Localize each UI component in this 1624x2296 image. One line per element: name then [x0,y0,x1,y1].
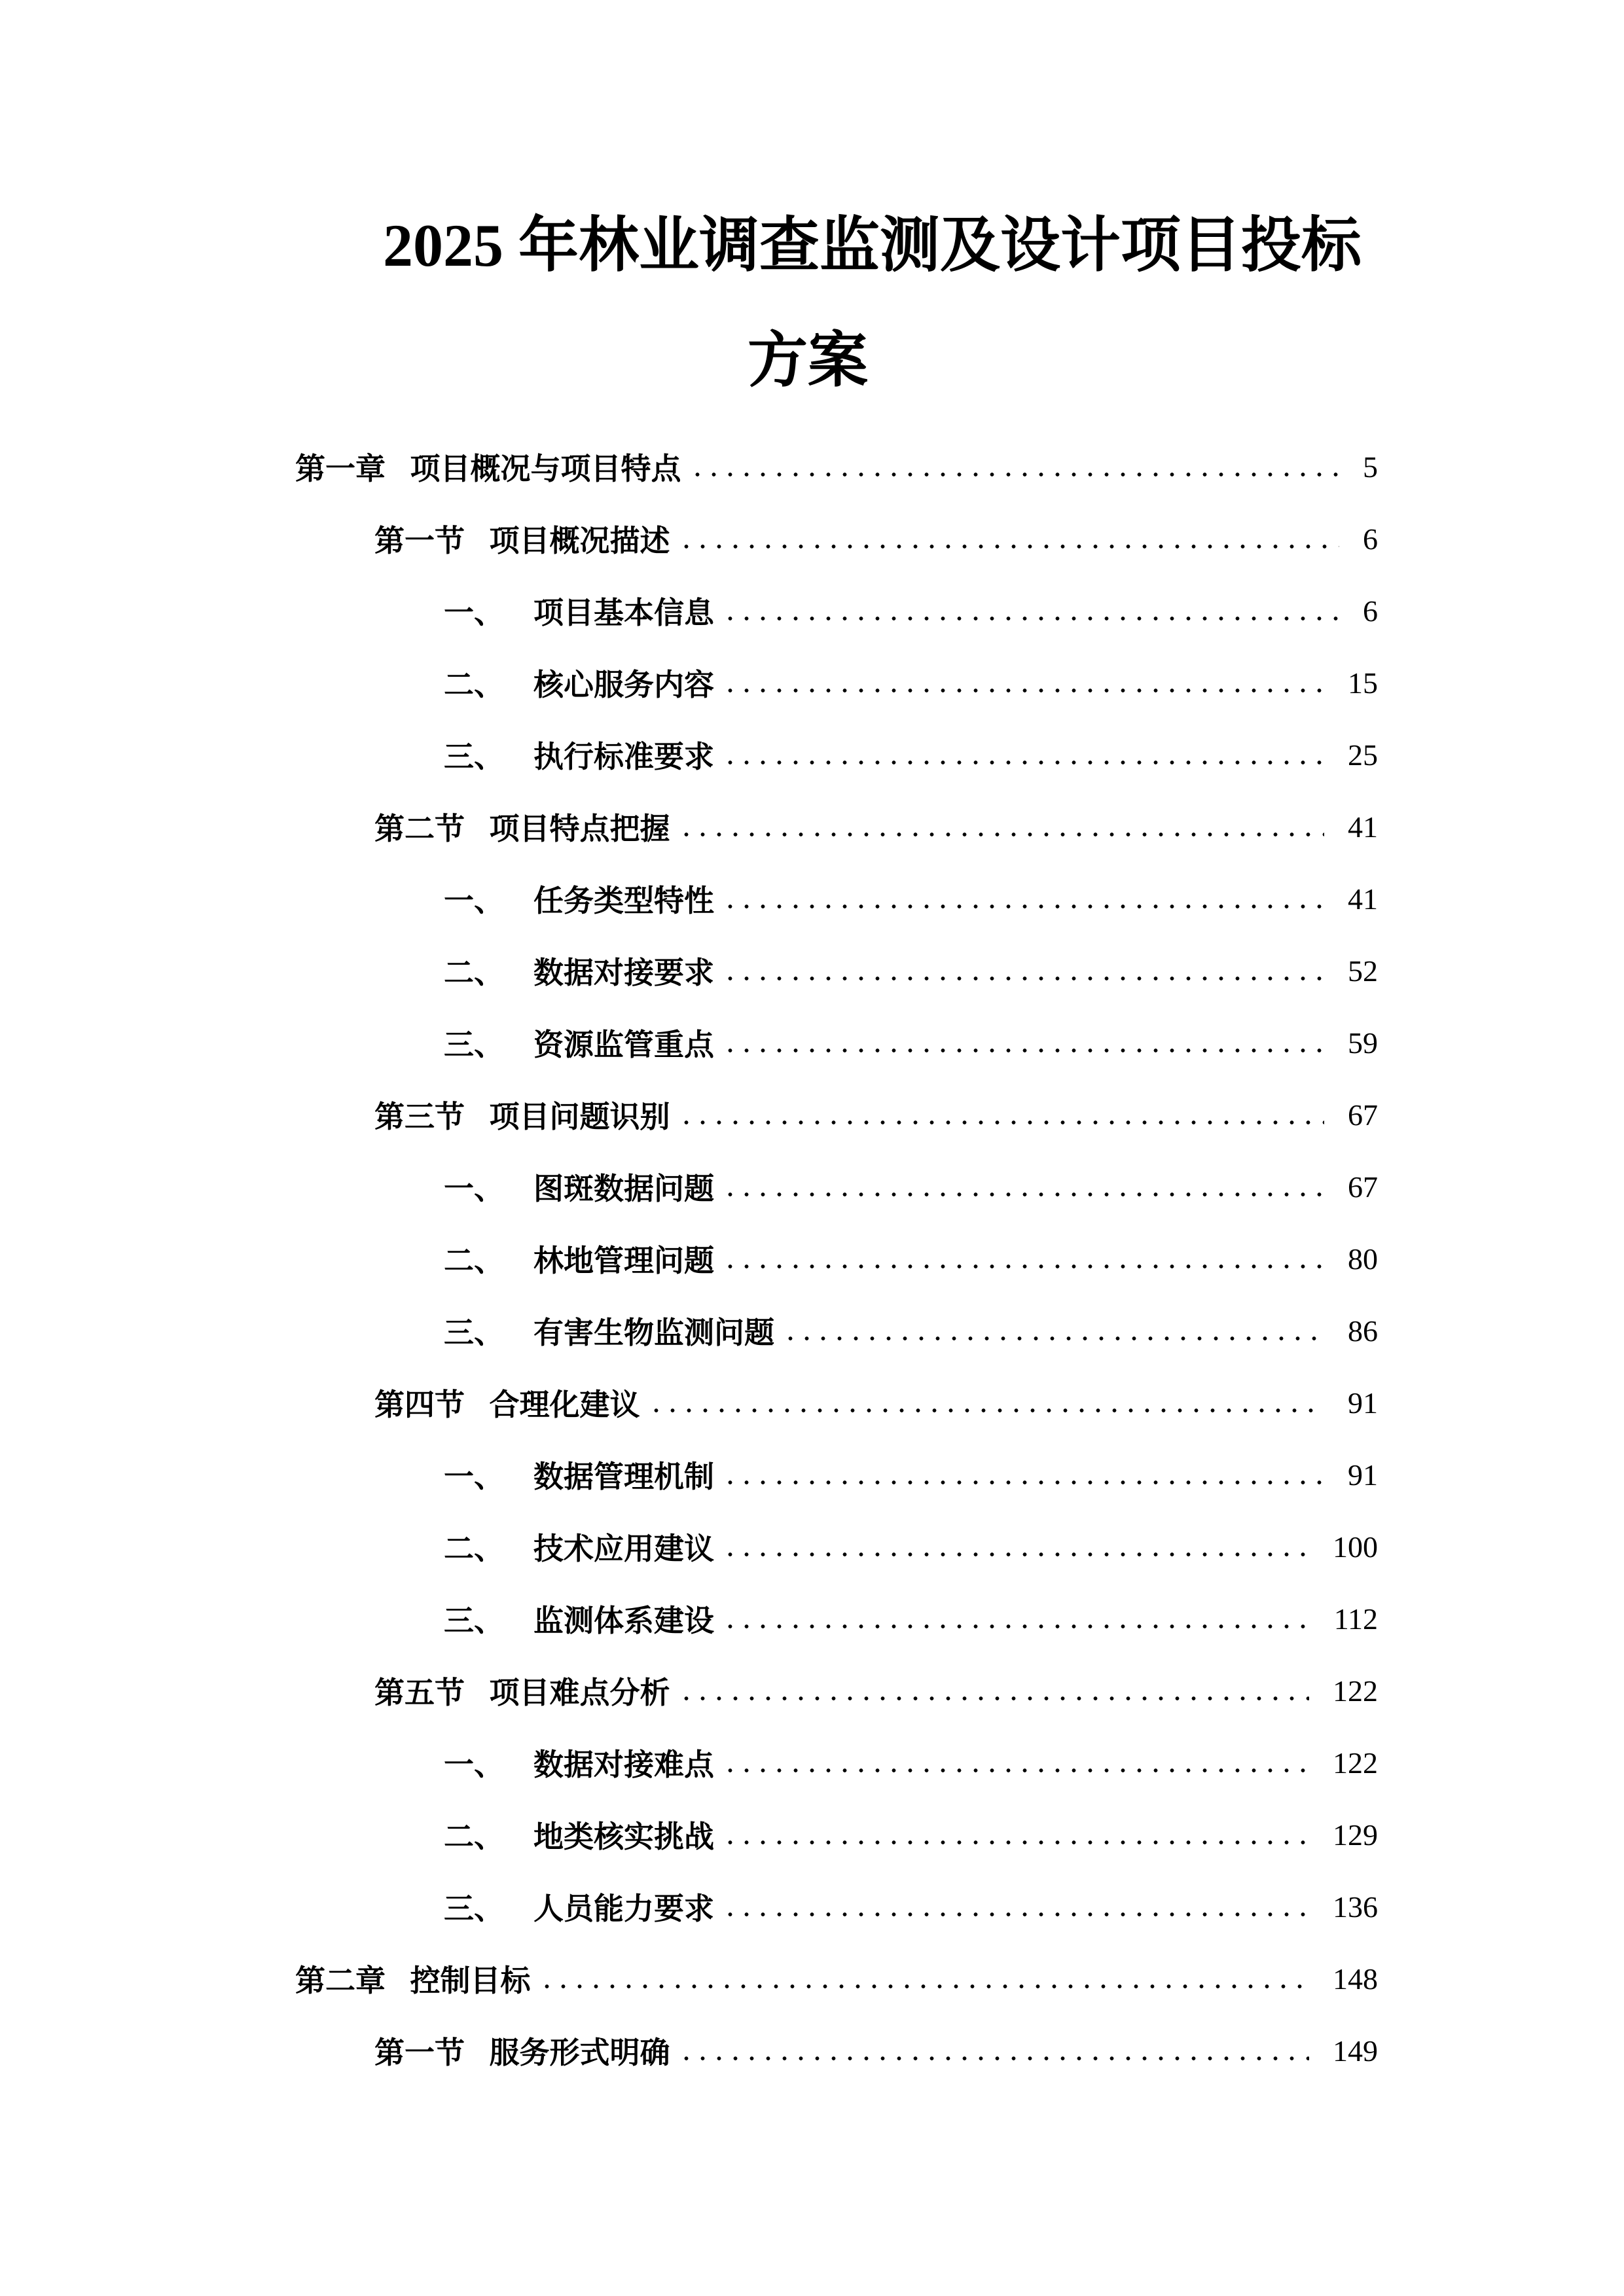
toc-entry-number: 一、 [444,884,504,918]
toc-entry-section[interactable] [295,2015,1378,2087]
toc-entry-label: 有害生物监测问题 [533,1316,774,1350]
dot-leader [539,1943,1310,2015]
toc-entry-label: 数据对接难点 [533,1748,714,1782]
dot-leader [678,791,1325,863]
toc-entry-label: 数据对接要求 [533,956,714,990]
dot-leader [722,719,1324,791]
toc-page-number: 15 [1348,666,1378,700]
toc-entry-label: 任务类型特性 [533,884,714,918]
toc-entry-label: 执行标准要求 [533,740,714,774]
toc-entry-label: 数据管理机制 [533,1460,714,1494]
dot-leader [722,1223,1324,1295]
toc-entry-item[interactable] [295,719,1378,791]
toc-entry-number: 一、 [444,596,504,630]
dot-leader [722,1727,1309,1799]
toc-entry-label: 项目基本信息 [533,596,714,630]
toc-page-number: 148 [1333,1962,1378,1996]
toc-page-number: 41 [1348,882,1378,916]
dot-leader [648,1367,1325,1439]
toc-entry-section[interactable] [295,791,1378,863]
toc-page-number: 91 [1348,1386,1378,1420]
toc-page-number: 67 [1348,1170,1378,1204]
toc-entry-number: 三、 [444,1892,504,1926]
toc-entry-section[interactable] [295,1079,1378,1151]
toc-entry-number: 三、 [444,1028,504,1062]
toc-entry-number: 三、 [444,740,504,774]
toc-page-number: 100 [1333,1530,1378,1564]
toc-entry-label: 第二章 控制目标 [295,1964,531,1998]
toc-entry-label: 第一节 项目概况描述 [374,524,670,558]
toc-page-number: 149 [1333,2034,1378,2068]
toc-entry-section[interactable] [295,1655,1378,1727]
dot-leader [722,1799,1309,1871]
document-title-line-1: 2025 年林业调查监测及设计项目投标 [383,212,1362,279]
toc-entry-label: 监测体系建设 [533,1604,714,1638]
toc-page-number: 122 [1333,1746,1378,1780]
toc-entry-section[interactable] [295,503,1378,575]
toc-page-number: 129 [1333,1818,1378,1852]
toc-entry-item[interactable] [295,1439,1378,1511]
dot-leader [722,575,1339,647]
toc-entry-label: 核心服务内容 [533,668,714,702]
dot-leader [722,1583,1310,1655]
dot-leader [689,431,1340,503]
dot-leader [722,1511,1309,1583]
toc-entry-number: 三、 [444,1316,504,1350]
dot-leader [722,1439,1324,1511]
toc-entry-label: 资源监管重点 [533,1028,714,1062]
toc-page-number: 136 [1333,1890,1378,1924]
toc-entry-label: 第二节 项目特点把握 [374,812,670,846]
toc-page-number: 91 [1348,1458,1378,1492]
toc-entry-chapter[interactable] [295,1943,1378,2015]
dot-leader [722,1871,1309,1943]
toc-entry-number: 三、 [444,1604,504,1638]
toc-entry-item[interactable] [295,575,1378,647]
document-title-line-2: 方案 [748,327,869,394]
toc-entry-label: 地类核实挑战 [533,1820,714,1854]
toc-page-number: 122 [1333,1674,1378,1708]
toc-page-number: 67 [1348,1098,1378,1132]
toc-entry-label: 技术应用建议 [533,1532,714,1566]
toc-entry-item[interactable] [295,935,1378,1007]
toc-entry-item[interactable] [295,1007,1378,1079]
toc-entry-label: 人员能力要求 [533,1892,714,1926]
toc-entry-chapter[interactable] [295,431,1378,503]
toc-page-number: 6 [1363,522,1378,556]
toc-page-number: 5 [1363,450,1378,484]
table-of-contents [295,431,1378,2087]
toc-entry-label: 第三节 项目问题识别 [374,1100,670,1134]
dot-leader [678,1655,1310,1727]
toc-entry-item[interactable] [295,1871,1378,1943]
dot-leader [722,647,1324,719]
toc-entry-number: 二、 [444,1820,504,1854]
toc-page-number: 59 [1348,1026,1378,1060]
toc-entry-number: 二、 [444,668,504,702]
dot-leader [722,863,1324,935]
dot-leader [722,1007,1324,1079]
dot-leader [782,1295,1324,1367]
toc-page-number: 52 [1348,954,1378,988]
dot-leader [722,1151,1324,1223]
toc-entry-label: 第一章 项目概况与项目特点 [295,452,681,486]
toc-entry-number: 二、 [444,956,504,990]
toc-entry-label: 图斑数据问题 [533,1172,714,1206]
toc-entry-label: 第一节 服务形式明确 [374,2036,670,2070]
toc-page-number: 41 [1348,810,1378,844]
toc-entry-label: 林地管理问题 [533,1244,714,1278]
toc-page-number: 112 [1333,1602,1378,1636]
toc-entry-number: 一、 [444,1172,504,1206]
toc-page-number: 80 [1348,1242,1378,1276]
toc-entry-number: 一、 [444,1460,504,1494]
toc-entry-label: 第五节 项目难点分析 [374,1676,670,1710]
toc-entry-item[interactable] [295,1223,1378,1295]
toc-entry-item[interactable] [295,863,1378,935]
toc-page-number: 6 [1363,594,1378,628]
toc-entry-item[interactable] [295,1511,1378,1583]
dot-leader [678,1079,1325,1151]
toc-entry-item[interactable] [295,1727,1378,1799]
toc-entry-section[interactable] [295,1367,1378,1439]
toc-entry-item[interactable] [295,647,1378,719]
toc-page-number: 25 [1348,738,1378,772]
toc-page-number: 86 [1348,1314,1378,1348]
toc-entry-number: 二、 [444,1244,504,1278]
toc-entry-item[interactable] [295,1295,1378,1367]
toc-entry-item[interactable] [295,1799,1378,1871]
dot-leader [678,2015,1310,2087]
dot-leader [678,503,1340,575]
toc-entry-item[interactable] [295,1151,1378,1223]
toc-entry-item[interactable] [295,1583,1378,1655]
toc-entry-label: 第四节 合理化建议 [374,1388,640,1422]
toc-entry-number: 二、 [444,1532,504,1566]
dot-leader [722,935,1324,1007]
toc-entry-number: 一、 [444,1748,504,1782]
